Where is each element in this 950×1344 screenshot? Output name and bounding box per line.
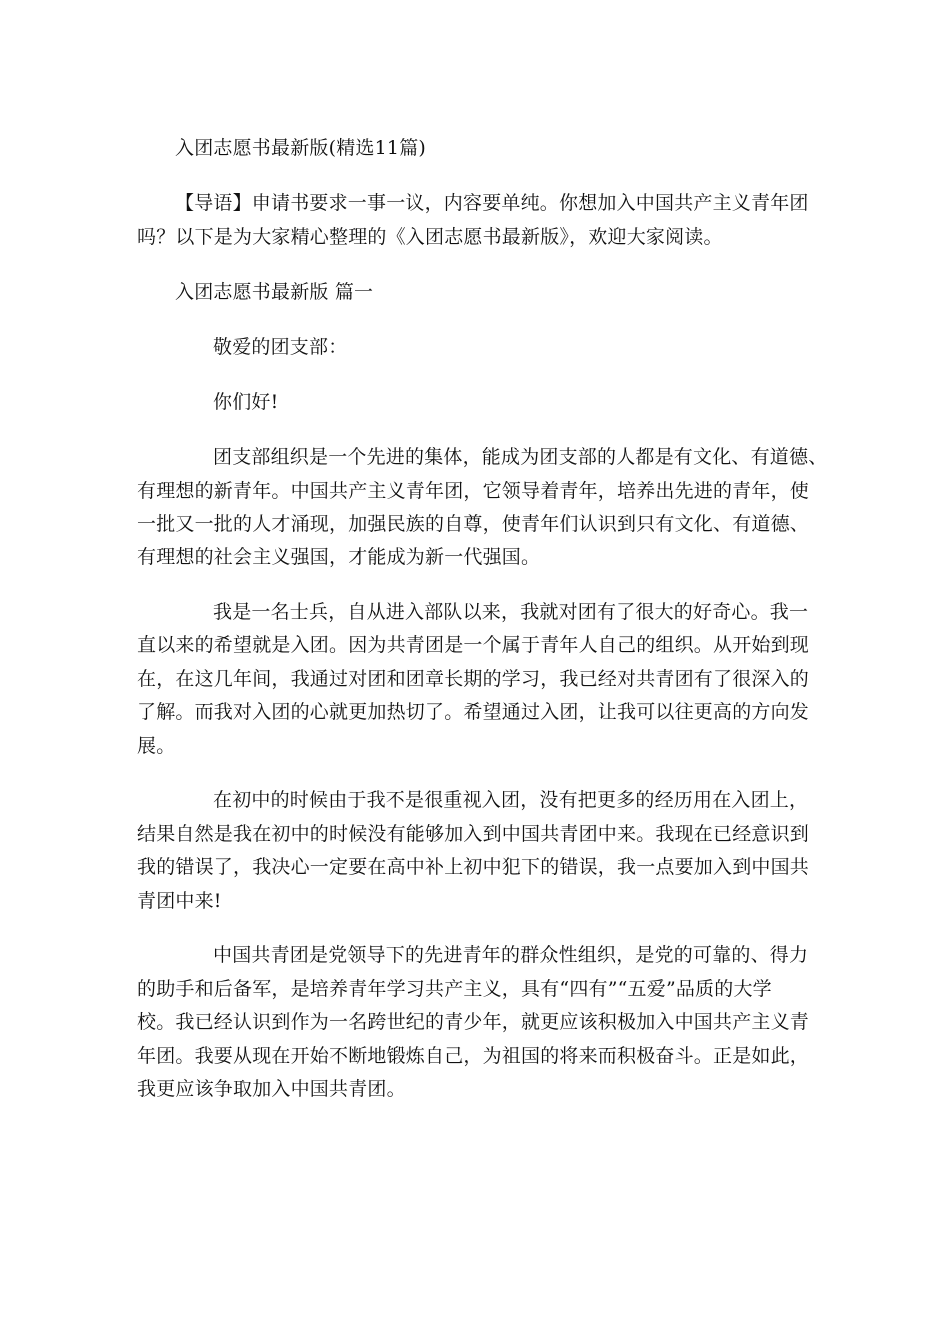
paragraph-3-line-3: 我的错误了，我决心一定要在高中补上初中犯下的错误，我一点要加入到中国共: [137, 856, 810, 878]
paragraph-3-line-1: 在初中的时候由于我不是很重视入团，没有把更多的经历用在入团上，: [213, 789, 809, 811]
paragraph-3-line-2: 结果自然是我在初中的时候没有能够加入到中国共青团中来。我现在已经意识到: [137, 823, 810, 845]
paragraph-2-line-4: 了解。而我对入团的心就更加热切了。希望通过入团，让我可以往更高的方向发: [137, 701, 810, 723]
intro-line-2: 吗？以下是为大家精心整理的《入团志愿书最新版》，欢迎大家阅读。: [137, 226, 723, 248]
paragraph-4-line-3: 校。我已经认识到作为一名跨世纪的青少年，就更应该积极加入中国共产主义青: [137, 1011, 810, 1033]
paragraph-1-line-3: 一批又一批的人才涌现，加强民族的自尊，使青年们认识到只有文化、有道德、: [137, 513, 810, 535]
paragraph-4-line-2: 的助手和后备军，是培养青年学习共产主义，具有“四有”“五爱”品质的大学: [137, 978, 772, 1000]
paragraph-2-line-1: 我是一名士兵，自从进入部队以来，我就对团有了很大的好奇心。我一: [213, 601, 809, 623]
paragraph-1-line-1: 团支部组织是一个先进的集体，能成为团支部的人都是有文化、有道德、: [213, 446, 828, 468]
paragraph-3-line-4: 青团中来!: [137, 890, 222, 912]
section-heading: 入团志愿书最新版 篇一: [175, 281, 374, 303]
salutation: 敬爱的团支部：: [213, 336, 348, 358]
paragraph-4-line-4: 年团。我要从现在开始不断地锻炼自己，为祖国的将来而积极奋斗。正是如此，: [137, 1045, 810, 1067]
paragraph-1-line-4: 有理想的社会主义强国，才能成为新一代强国。: [137, 546, 541, 568]
document-title: 入团志愿书最新版(精选11篇): [175, 137, 427, 159]
paragraph-4-line-5: 我更应该争取加入中国共青团。: [137, 1078, 406, 1100]
greeting: 你们好!: [213, 391, 279, 413]
intro-line-1: 【导语】申请书要求一事一议，内容要单纯。你想加入中国共产主义青年团: [175, 192, 809, 214]
paragraph-1-line-2: 有理想的新青年。中国共产主义青年团，它领导着青年，培养出先进的青年，使: [137, 480, 810, 502]
paragraph-2-line-2: 直以来的希望就是入团。因为共青团是一个属于青年人自己的组织。从开始到现: [137, 634, 810, 656]
paragraph-4-line-1: 中国共青团是党领导下的先进青年的群众性组织，是党的可靠的、得力: [213, 944, 809, 966]
paragraph-2-line-3: 在，在这几年间，我通过对团和团章长期的学习，我已经对共青团有了很深入的: [137, 668, 810, 690]
paragraph-2-line-5: 展。: [137, 735, 176, 757]
